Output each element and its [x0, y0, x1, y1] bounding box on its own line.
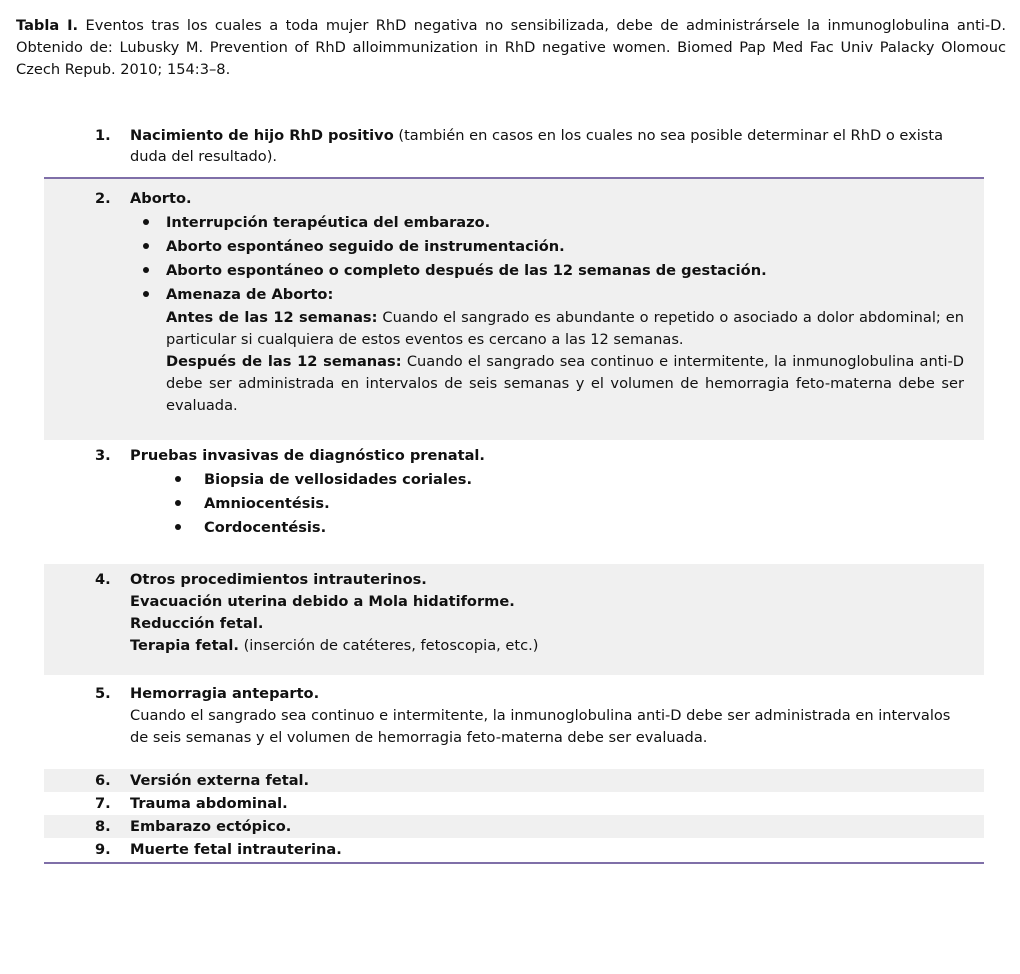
item-title: Nacimiento de hijo RhD positivo [130, 127, 394, 144]
sub-paragraph [166, 307, 964, 351]
item-title: Versión externa fetal. [130, 772, 310, 789]
list-item [44, 683, 984, 749]
item-number: 7. [95, 795, 111, 812]
item-title: Pruebas invasivas de diagnóstico prenatal. [130, 447, 485, 464]
item-title: Embarazo ectópico. [130, 818, 292, 835]
bullet-item: Aborto espontáneo seguido de instrumentación. [130, 235, 964, 259]
section-9 [44, 838, 984, 862]
item-number: 4. [95, 571, 111, 588]
list-item [44, 770, 984, 791]
list-item [44, 187, 984, 417]
section-6 [44, 769, 984, 792]
bullet-item: Cordocentésis. [130, 516, 964, 540]
bullet-list [130, 468, 964, 540]
bullet-item: Interrupción terapéutica del embarazo. [130, 211, 964, 235]
caption-text: Eventos tras los cuales a toda mujer RhD negativa no sensibilizada, debe de administrársele la inmunoglobulina anti-D. Obtenido de: Lubusky M. Prevention of RhD alloimmunization in RhD negative women. Biomed Pap Med Fac Univ Palacky Olomouc Czech Repub. 2010; 154:3–8. [16, 17, 1006, 78]
item-line [130, 635, 964, 657]
item-line-label: Terapia fetal. [130, 637, 239, 654]
item-line-text: (inserción de catéteres, fetoscopia, etc.) [238, 637, 539, 654]
table-caption [16, 15, 1006, 81]
item-number: 6. [95, 772, 111, 789]
bullet-item: Aborto espontáneo o completo después de las 12 semanas de gestación. [130, 259, 964, 283]
list-item [44, 125, 984, 167]
item-number: 1. [95, 127, 111, 144]
list-item [44, 816, 984, 837]
list-item [44, 839, 984, 860]
section-7 [44, 792, 984, 815]
sub-text: Cuando el sangrado es abundante o repetido o asociado a dolor abdominal; en particular si cualquiera de estos eventos es cercano a las 12 semanas. [166, 309, 964, 348]
bullet-list [130, 211, 964, 307]
list-item [44, 569, 984, 657]
item-title: Trauma abdominal. [130, 795, 288, 812]
events-table [44, 122, 984, 864]
section-8 [44, 815, 984, 838]
item-number: 5. [95, 685, 111, 702]
section-4 [44, 564, 984, 675]
item-title: Muerte fetal intrauterina. [130, 841, 342, 858]
item-line: Evacuación uterina debido a Mola hidatiforme. [130, 593, 515, 610]
section-5 [44, 675, 984, 769]
bullet-item: Biopsia de vellosidades coriales. [130, 468, 964, 492]
bullet-item: Amenaza de Aborto: [130, 283, 964, 307]
bullet-item: Amniocentésis. [130, 492, 964, 516]
sub-label: Después de las 12 semanas: [166, 353, 402, 370]
item-text: Cuando el sangrado sea continuo e intermitente, la inmunoglobulina anti-D debe ser administrada en intervalos de seis semanas y el volumen de hemorragia feto-materna debe ser evaluada. [130, 707, 951, 746]
item-title: Aborto. [130, 190, 192, 207]
sub-text: Cuando el sangrado sea continuo e intermitente, la inmunoglobulina anti-D debe ser administrada en intervalos de seis semanas y el volumen de hemorragia feto-materna debe ser evaluada. [166, 353, 965, 414]
divider [44, 862, 984, 864]
item-number: 3. [95, 447, 111, 464]
caption-label: Tabla I. [16, 17, 79, 34]
item-line: Reducción fetal. [130, 615, 264, 632]
list-item [44, 793, 984, 814]
item-note: (también en casos en los cuales no sea posible determinar el RhD o exista duda del resultado). [130, 127, 944, 165]
section-1 [44, 122, 984, 177]
list-item [44, 444, 984, 540]
section-3 [44, 440, 984, 564]
section-2 [44, 179, 984, 440]
item-number: 2. [95, 190, 111, 207]
item-number: 9. [95, 841, 111, 858]
item-title: Hemorragia anteparto. [130, 685, 320, 702]
item-number: 8. [95, 818, 111, 835]
sub-paragraph [166, 351, 964, 417]
sub-label: Antes de las 12 semanas: [166, 309, 378, 326]
item-title: Otros procedimientos intrauterinos. [130, 571, 427, 588]
